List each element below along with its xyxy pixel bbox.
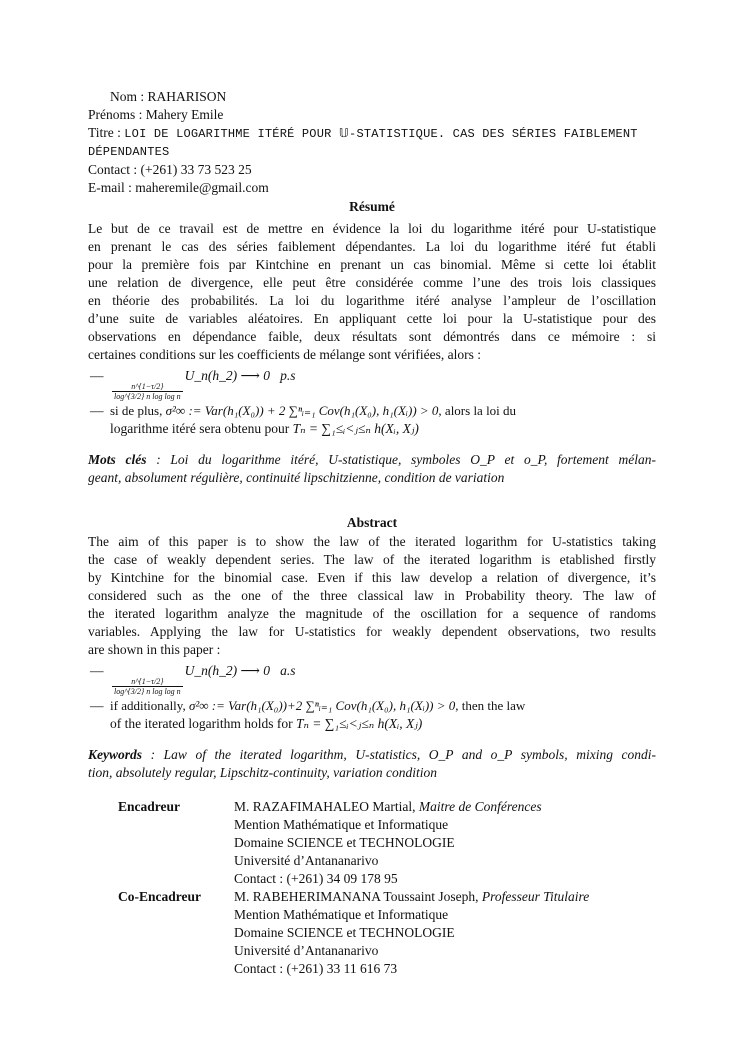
resume-line: une relation de divergence, elle peut être considérée comme l’une des trois lois classiques bbox=[88, 275, 656, 290]
supervisor-mention: Mention Mathématique et Informatique bbox=[234, 817, 449, 832]
resume-paragraph bbox=[88, 220, 656, 364]
fraction bbox=[112, 382, 183, 402]
text: si de plus, bbox=[110, 403, 166, 418]
supervisor-role: Encadreur bbox=[118, 799, 181, 814]
abstract-paragraph bbox=[88, 533, 656, 659]
abstract-line: variables. Applying the law for U-statistics for weakly dependent observations, two results bbox=[88, 624, 656, 639]
dash-bullet: — bbox=[90, 403, 104, 418]
keywords-text: : Law of the iterated logarithm, U-statistics, O_P and o_P symbols, mixing condi- bbox=[142, 747, 656, 762]
supervisor-university: Université d’Antananarivo bbox=[234, 853, 379, 868]
keywords-line: tion, absolutely regular, Lipschitz-continuity, variation condition bbox=[88, 765, 437, 780]
formula: U_n(h_2) ⟶ 0 bbox=[184, 368, 271, 383]
text: , alors la loi du bbox=[438, 403, 517, 418]
supervisor-contact: Contact : (+261) 33 11 616 73 bbox=[234, 961, 398, 976]
thesis-title-line2: DÉPENDANTES bbox=[88, 145, 170, 159]
supervisor-name-line bbox=[234, 798, 589, 816]
supervisor-name: M. RAZAFIMAHALEO Martial, bbox=[234, 799, 419, 814]
text: logarithme itéré sera obtenu pour bbox=[110, 421, 293, 436]
dash-bullet: — bbox=[90, 663, 104, 678]
formula: σ²∞ := Var(h₁(X₀))+2 ∑ⁿᵢ₌₁ Cov(h₁(X₀), h₁(Xᵢ)) > 0 bbox=[188, 698, 456, 713]
supervisor-title: Maitre de Conférences bbox=[418, 799, 542, 814]
resume-heading: Résumé bbox=[349, 199, 395, 214]
supervisor-university: Université d’Antananarivo bbox=[234, 943, 379, 958]
resume-line: pour la première fois par Kintchine en prenant un cas binomial. Même si cette loi établit bbox=[88, 257, 656, 272]
mots-cles-label: Mots clés bbox=[88, 452, 147, 467]
supervisor-details bbox=[234, 888, 589, 978]
mots-cles-line bbox=[88, 451, 656, 469]
thesis-summary-page bbox=[88, 88, 656, 978]
result-line bbox=[110, 420, 656, 438]
convergence-mode: p.s bbox=[280, 368, 296, 383]
title-label: Titre : bbox=[88, 125, 125, 140]
supervisor-mention: Mention Mathématique et Informatique bbox=[234, 907, 449, 922]
supervisor-domain: Domaine SCIENCE et TECHNOLOGIE bbox=[234, 835, 455, 850]
supervisor-role: Co-Encadreur bbox=[118, 889, 201, 904]
mots-cles-text: : Loi du logarithme itéré, U-statistique, symboles O_P et o_P, fortement mélan- bbox=[146, 452, 656, 467]
abstract-line: are shown in this paper : bbox=[88, 642, 221, 657]
formula: σ²∞ := Var(h₁(X₀)) + 2 ∑ⁿᵢ₌₁ Cov(h₁(X₀), h₁(Xᵢ)) > 0 bbox=[165, 403, 439, 418]
result-line bbox=[110, 715, 656, 733]
author-name: Nom : RAHARISON bbox=[110, 89, 227, 104]
dash-bullet: — bbox=[90, 368, 104, 383]
resume-line: en théorie des probabilités. La loi du logarithme itéré analyse l’ampleur de l’oscillation bbox=[88, 293, 656, 308]
abstract-heading: Abstract bbox=[346, 515, 398, 530]
text: if additionally, bbox=[110, 698, 189, 713]
supervisor-details bbox=[234, 798, 589, 888]
formula: Tₙ = ∑₁≤ᵢ<ⱼ≤ₙ h(Xᵢ, Xⱼ) bbox=[292, 421, 419, 436]
mots-cles-line: geant, absolument régulière, continuité lipschitzienne, condition de variation bbox=[88, 470, 505, 485]
result-line bbox=[110, 697, 656, 715]
supervisor-row bbox=[118, 888, 589, 978]
supervisor-name: M. RABEHERIMANANA Toussaint Joseph, bbox=[234, 889, 482, 904]
resume-line: certaines conditions sur les coefficients de mélange sont vérifiées, alors : bbox=[88, 347, 481, 362]
formula: U_n(h_2) ⟶ 0 bbox=[184, 663, 271, 678]
author-email: E-mail : maheremile@gmail.com bbox=[88, 180, 269, 195]
text: of the iterated logarithm holds for bbox=[110, 716, 296, 731]
author-firstnames: Prénoms : Mahery Emile bbox=[88, 107, 224, 122]
dash-bullet: — bbox=[90, 698, 104, 713]
fraction-numerator: n^{1−τ/2} bbox=[131, 382, 164, 391]
author-contact: Contact : (+261) 33 73 523 25 bbox=[88, 162, 252, 177]
abstract-line: the case of weakly dependent series. The law of the iterated logarithm is etablished firstly bbox=[88, 552, 656, 567]
fraction-denominator: log^{3/2} n log log n bbox=[114, 687, 181, 696]
abstract-line: by Kintchine for the binomial case. Even if this law develop a relation of divergence, it’s bbox=[88, 570, 656, 585]
resume-line: en prenant le cas des séries faiblement dépendantes. La loi du logarithme itéré fut établi bbox=[88, 239, 656, 254]
supervisor-row bbox=[118, 798, 589, 888]
result-line bbox=[110, 402, 656, 420]
resume-result-1 bbox=[88, 367, 656, 402]
resume-line: observations en dépendance faible, deux résultats sont démontrés dans ce mémoire : si bbox=[88, 329, 656, 344]
text: , then the law bbox=[455, 698, 526, 713]
resume-line: Le but de ce travail est de mettre en évidence la loi du logarithme itéré pour U-statistique bbox=[88, 221, 656, 236]
keywords bbox=[88, 746, 656, 782]
supervisor-contact: Contact : (+261) 34 09 178 95 bbox=[234, 871, 398, 886]
supervisor-name-line bbox=[234, 888, 589, 906]
abstract-result-1 bbox=[88, 662, 656, 697]
keywords-label: Keywords bbox=[88, 747, 142, 762]
abstract-line: the iterated logarithm analyze the magnitude of the oscillation for a sequence of randoms bbox=[88, 606, 656, 621]
abstract-result-2 bbox=[88, 697, 656, 733]
supervisors-table bbox=[118, 798, 589, 978]
supervisor-title: Professeur Titulaire bbox=[481, 889, 590, 904]
resume-line: d’une suite de variables aléatoires. En appliquant cette loi pour la U-statistique pour des bbox=[88, 311, 656, 326]
keywords-line bbox=[88, 746, 656, 764]
fraction-numerator: n^{1−τ/2} bbox=[131, 677, 164, 686]
resume-result-2 bbox=[88, 402, 656, 438]
fraction bbox=[112, 677, 183, 697]
thesis-title-line1 bbox=[88, 124, 656, 143]
supervisor-domain: Domaine SCIENCE et TECHNOLOGIE bbox=[234, 925, 455, 940]
abstract-line: considered such as the one of the three classical law in Probability theory. The law of bbox=[88, 588, 656, 603]
title-text: LOI DE LOGARITHME ITÉRÉ POUR 𝕌-STATISTIQUE. CAS DES SÉRIES FAIBLEMENT bbox=[124, 127, 638, 141]
mots-cles bbox=[88, 451, 656, 487]
fraction-denominator: log^{3/2} n log log n bbox=[114, 392, 181, 401]
convergence-mode: a.s bbox=[280, 663, 296, 678]
abstract-line: The aim of this paper is to show the law of the iterated logarithm for U-statistics taking bbox=[88, 534, 656, 549]
formula: Tₙ = ∑₁≤ᵢ<ⱼ≤ₙ h(Xᵢ, Xⱼ) bbox=[295, 716, 423, 731]
